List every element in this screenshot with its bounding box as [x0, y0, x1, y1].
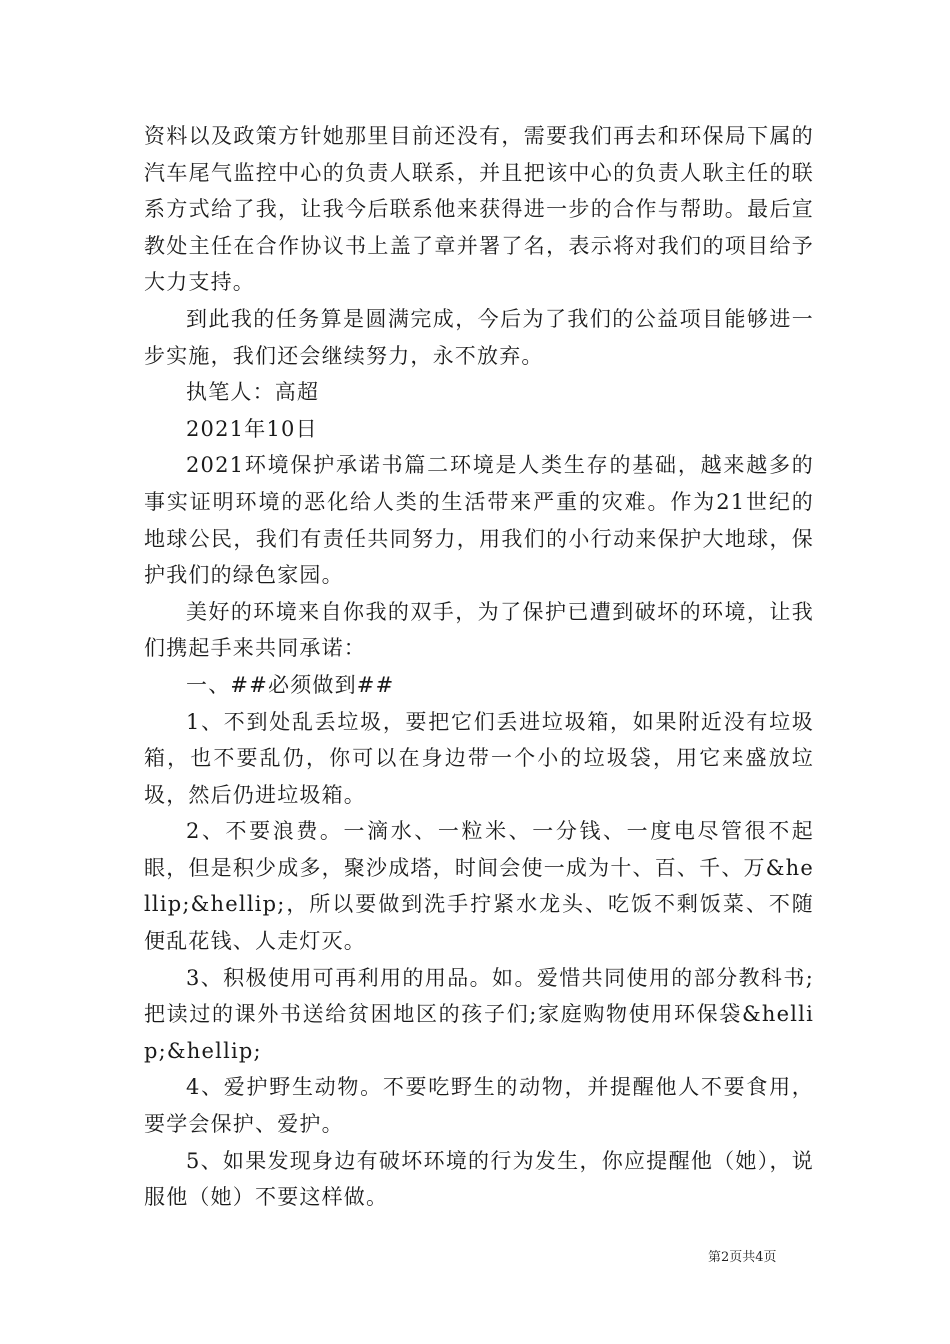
- paragraph-item-2: 2、不要浪费。一滴水、一粒米、一分钱、一度电尽管很不起眼，但是积少成多，聚沙成塔，时间会使一成为十、百、千、万&hellip;&hellip;，所以要做到洗手拧紧水龙头、吃饭不剩饭菜、不随便乱花钱、人走灯灭。: [144, 819, 814, 954]
- paragraph-continued: 资料以及政策方针她那里目前还没有，需要我们再去和环保局下属的汽车尾气监控中心的负责人联系，并且把该中心的负责人耿主任的联系方式给了我，让我今后联系他来获得进一步的合作与帮助。最后宣教处主任在合作协议书上盖了章并署了名，表示将对我们的项目给予大力支持。: [144, 124, 814, 295]
- paragraph-item-3: 3、积极使用可再利用的用品。如。爱惜共同使用的部分教科书;把读过的课外书送给贫困地区的孩子们;家庭购物使用环保袋&hellip;&hellip;: [144, 965, 814, 1063]
- paragraph-item-4: 4、爱护野生动物。不要吃野生的动物，并提醒他人不要食用，要学会保护、爱护。: [144, 1075, 814, 1137]
- paragraph-heading-must-do: 一、##必须做到##: [186, 672, 395, 697]
- paragraph-item-5: 5、如果发现身边有破坏环境的行为发生，你应提醒他（她），说服他（她）不要这样做。: [144, 1148, 814, 1210]
- paragraph-section-two-intro: 2021环境保护承诺书篇二环境是人类生存的基础，越来越多的事实证明环境的恶化给人类的生活带来严重的灾难。作为21世纪的地球公民，我们有责任共同努力，用我们的小行动来保护大地球，保护我们的绿色家园。: [144, 453, 814, 588]
- paragraph-pledge-intro: 美好的环境来自你我的双手，为了保护已遭到破坏的环境，让我们携起手来共同承诺：: [144, 599, 814, 661]
- document-body: [144, 118, 814, 1216]
- paragraph-date: 2021年10日: [186, 416, 318, 441]
- paragraph-item-1: 1、不到处乱丢垃圾，要把它们丢进垃圾箱，如果附近没有垃圾箱，也不要乱仍，你可以在身边带一个小的垃圾袋，用它来盛放垃圾，然后仍进垃圾箱。: [144, 709, 814, 807]
- paragraph-author: 执笔人：高超: [186, 380, 320, 405]
- paragraph-task-complete: 到此我的任务算是圆满完成，今后为了我们的公益项目能够进一步实施，我们还会继续努力，永不放弃。: [144, 306, 814, 368]
- page-number-footer: 第2页共4页: [708, 1250, 777, 1265]
